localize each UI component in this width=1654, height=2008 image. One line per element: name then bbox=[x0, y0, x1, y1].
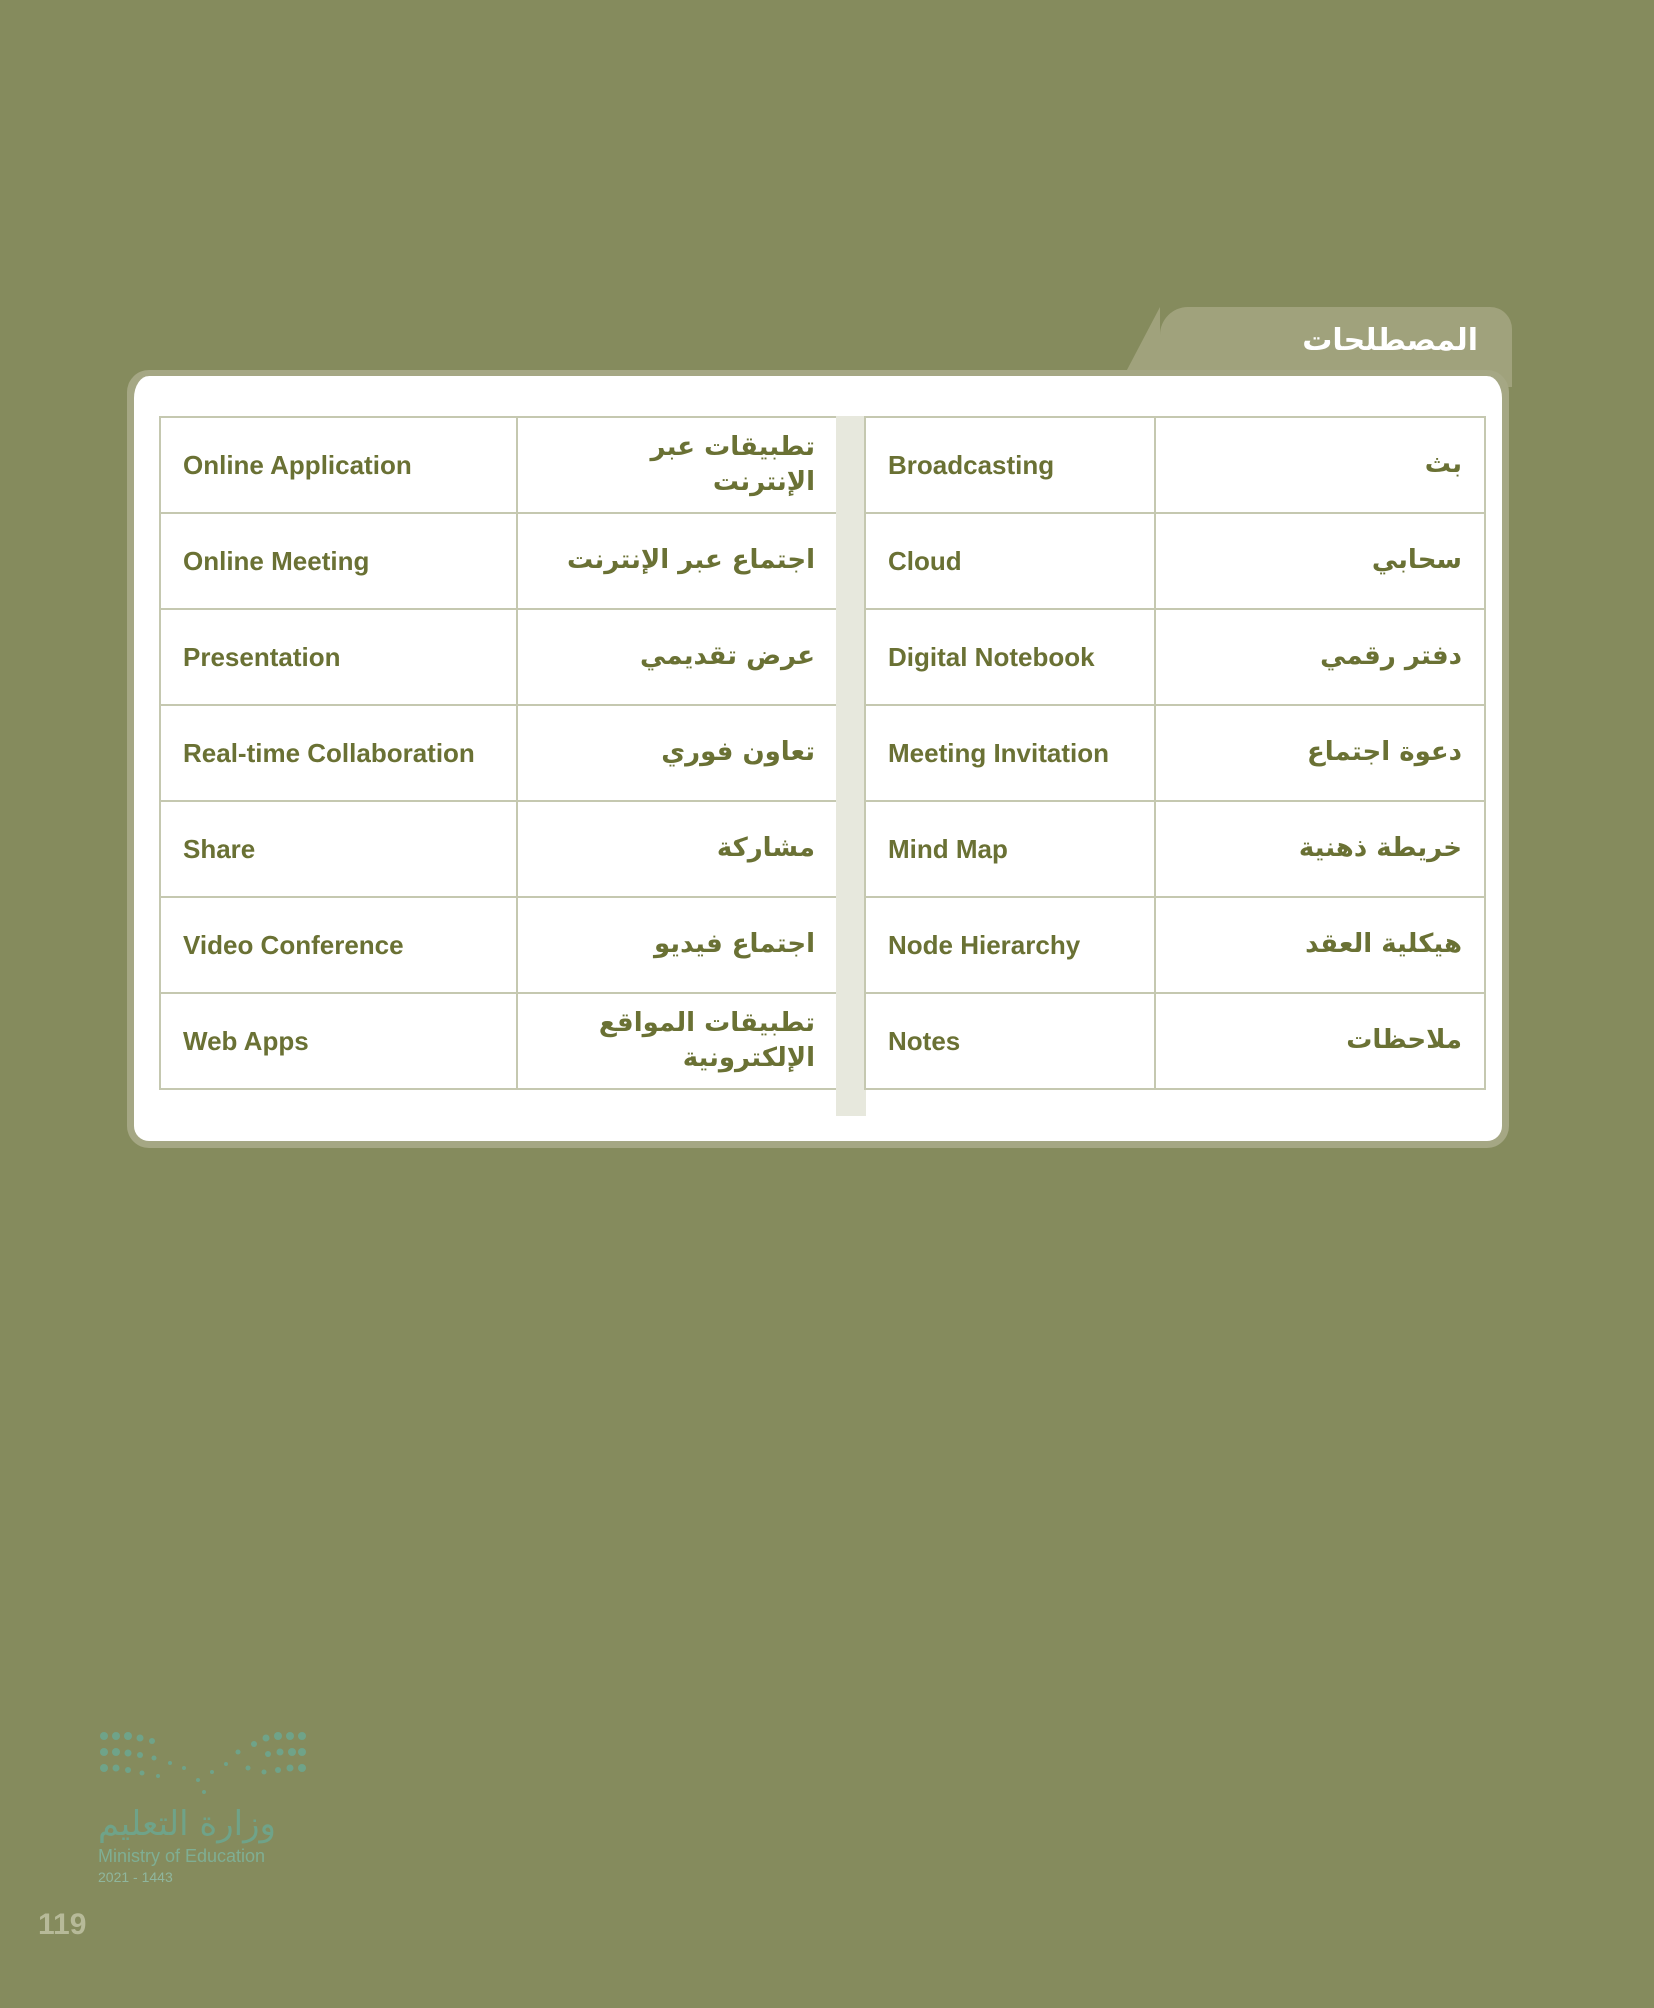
term-ar: دفتر رقمي bbox=[1155, 609, 1485, 705]
table-row bbox=[865, 705, 1485, 801]
table-row bbox=[160, 801, 838, 897]
term-ar: دعوة اجتماع bbox=[1155, 705, 1485, 801]
ministry-logo bbox=[98, 1728, 318, 1885]
term-en: Node Hierarchy bbox=[865, 897, 1155, 993]
term-en: Notes bbox=[865, 993, 1155, 1089]
table-row bbox=[160, 609, 838, 705]
term-ar: عرض تقديمي bbox=[517, 609, 838, 705]
term-en: Digital Notebook bbox=[865, 609, 1155, 705]
glossary-card bbox=[127, 376, 1509, 1148]
term-en: Mind Map bbox=[865, 801, 1155, 897]
term-en: Meeting Invitation bbox=[865, 705, 1155, 801]
term-en: Online Application bbox=[160, 417, 517, 513]
term-en: Presentation bbox=[160, 609, 517, 705]
page-number: 119 bbox=[38, 1908, 87, 1941]
term-en: Video Conference bbox=[160, 897, 517, 993]
glossary-table-right bbox=[864, 416, 1486, 1090]
term-en: Share bbox=[160, 801, 517, 897]
table-row bbox=[160, 417, 838, 513]
table-row bbox=[160, 705, 838, 801]
logo-year: 2021 - 1443 bbox=[98, 1869, 173, 1885]
table-row bbox=[865, 609, 1485, 705]
section-title: المصطلحات bbox=[1302, 323, 1478, 358]
term-ar: سحابي bbox=[1155, 513, 1485, 609]
table-divider bbox=[836, 416, 866, 1116]
term-ar: تطبيقات المواقع الإلكترونية bbox=[517, 993, 838, 1089]
term-ar: هيكلية العقد bbox=[1155, 897, 1485, 993]
term-ar: اجتماع عبر الإنترنت bbox=[517, 513, 838, 609]
table-row bbox=[160, 897, 838, 993]
term-ar: تطبيقات عبر الإنترنت bbox=[517, 417, 838, 513]
term-en: Real-time Collaboration bbox=[160, 705, 517, 801]
table-row bbox=[160, 993, 838, 1089]
term-en: Web Apps bbox=[160, 993, 517, 1089]
table-row bbox=[865, 801, 1485, 897]
term-en: Online Meeting bbox=[160, 513, 517, 609]
logo-english-text: Ministry of Education bbox=[98, 1846, 266, 1866]
table-row bbox=[160, 513, 838, 609]
term-ar: خريطة ذهنية bbox=[1155, 801, 1485, 897]
logo-arabic-text: وزارة التعليم bbox=[98, 1804, 276, 1844]
term-en: Cloud bbox=[865, 513, 1155, 609]
table-row bbox=[865, 993, 1485, 1089]
term-ar: مشاركة bbox=[517, 801, 838, 897]
table-row bbox=[865, 513, 1485, 609]
glossary-table-left bbox=[159, 416, 839, 1090]
section-tab bbox=[1160, 307, 1512, 387]
dots-icon bbox=[98, 1728, 308, 1798]
table-row bbox=[865, 417, 1485, 513]
table-row bbox=[865, 897, 1485, 993]
term-en: Broadcasting bbox=[865, 417, 1155, 513]
term-ar: بث bbox=[1155, 417, 1485, 513]
term-ar: تعاون فوري bbox=[517, 705, 838, 801]
term-ar: اجتماع فيديو bbox=[517, 897, 838, 993]
term-ar: ملاحظات bbox=[1155, 993, 1485, 1089]
